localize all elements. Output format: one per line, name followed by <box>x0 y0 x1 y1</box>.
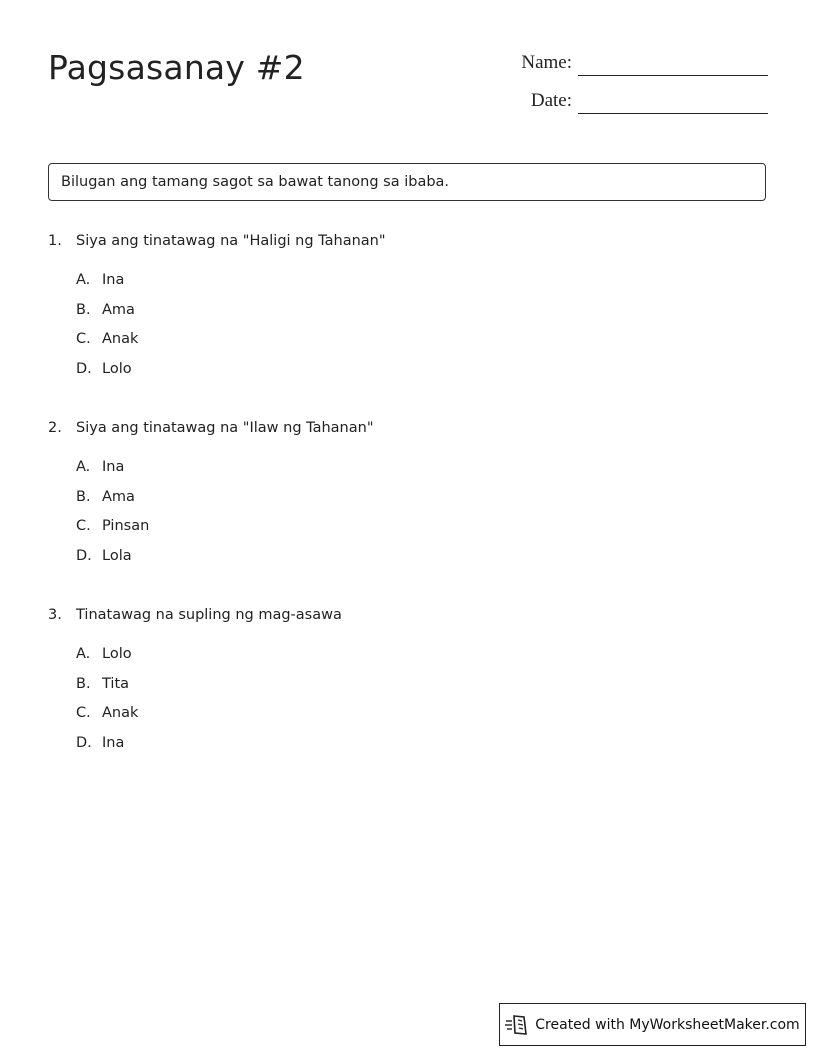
option-text: Tita <box>102 675 130 692</box>
date-label: Date: <box>530 90 572 111</box>
question-number: 1. <box>48 233 62 249</box>
name-field <box>521 52 768 74</box>
date-blank-line <box>578 113 768 114</box>
option-c <box>76 330 766 360</box>
name-label: Name: <box>521 52 572 73</box>
date-field <box>531 90 768 112</box>
instructions-box <box>48 163 766 201</box>
option-list <box>48 645 766 763</box>
option-b <box>76 301 766 331</box>
option-text: Pinsan <box>102 518 150 534</box>
option-letter: D. <box>76 360 92 377</box>
question-number: 2. <box>48 420 62 436</box>
option-a <box>76 645 766 675</box>
option-text: Anak <box>102 705 139 721</box>
option-d <box>76 734 766 764</box>
worksheet-maker-logo-icon <box>505 1014 529 1036</box>
option-d <box>76 547 766 577</box>
question-text: Tinatawag na supling ng mag-asawa <box>76 607 342 623</box>
option-letter: A. <box>76 272 91 288</box>
option-letter: B. <box>76 301 91 318</box>
created-with-text: Created with MyWorksheetMaker.com <box>535 1016 800 1033</box>
question-prompt <box>48 232 766 250</box>
option-list <box>48 458 766 576</box>
option-letter: A. <box>76 459 91 475</box>
option-text: Lolo <box>102 646 132 662</box>
instructions-text: Bilugan ang tamang sagot sa bawat tanong sa ibaba. <box>61 174 450 190</box>
question-list <box>48 232 766 793</box>
option-letter: C. <box>76 705 91 721</box>
option-letter: D. <box>76 734 92 751</box>
name-blank-line <box>578 75 768 76</box>
page-title: Pagsasanay #2 <box>48 48 305 87</box>
option-letter: A. <box>76 646 91 662</box>
option-text: Anak <box>102 331 139 347</box>
option-letter: D. <box>76 547 92 564</box>
question-1 <box>48 232 766 389</box>
option-d <box>76 360 766 390</box>
question-text: Siya ang tinatawag na "Ilaw ng Tahanan" <box>76 420 374 436</box>
option-text: Ina <box>102 734 125 751</box>
created-with-badge[interactable] <box>499 1003 806 1046</box>
option-a <box>76 271 766 301</box>
question-number: 3. <box>48 607 62 623</box>
option-letter: C. <box>76 518 91 534</box>
question-prompt <box>48 419 766 437</box>
option-b <box>76 675 766 705</box>
option-c <box>76 704 766 734</box>
question-2 <box>48 419 766 576</box>
option-letter: B. <box>76 488 91 505</box>
question-3 <box>48 606 766 763</box>
option-text: Ama <box>102 488 135 505</box>
question-prompt <box>48 606 766 624</box>
question-text: Siya ang tinatawag na "Haligi ng Tahanan" <box>76 233 386 249</box>
option-b <box>76 488 766 518</box>
option-text: Ina <box>102 459 125 475</box>
option-text: Lolo <box>102 360 132 377</box>
option-text: Lola <box>102 547 132 564</box>
option-list <box>48 271 766 389</box>
option-letter: B. <box>76 675 91 692</box>
option-c <box>76 517 766 547</box>
option-text: Ina <box>102 272 125 288</box>
option-a <box>76 458 766 488</box>
option-letter: C. <box>76 331 91 347</box>
option-text: Ama <box>102 301 135 318</box>
